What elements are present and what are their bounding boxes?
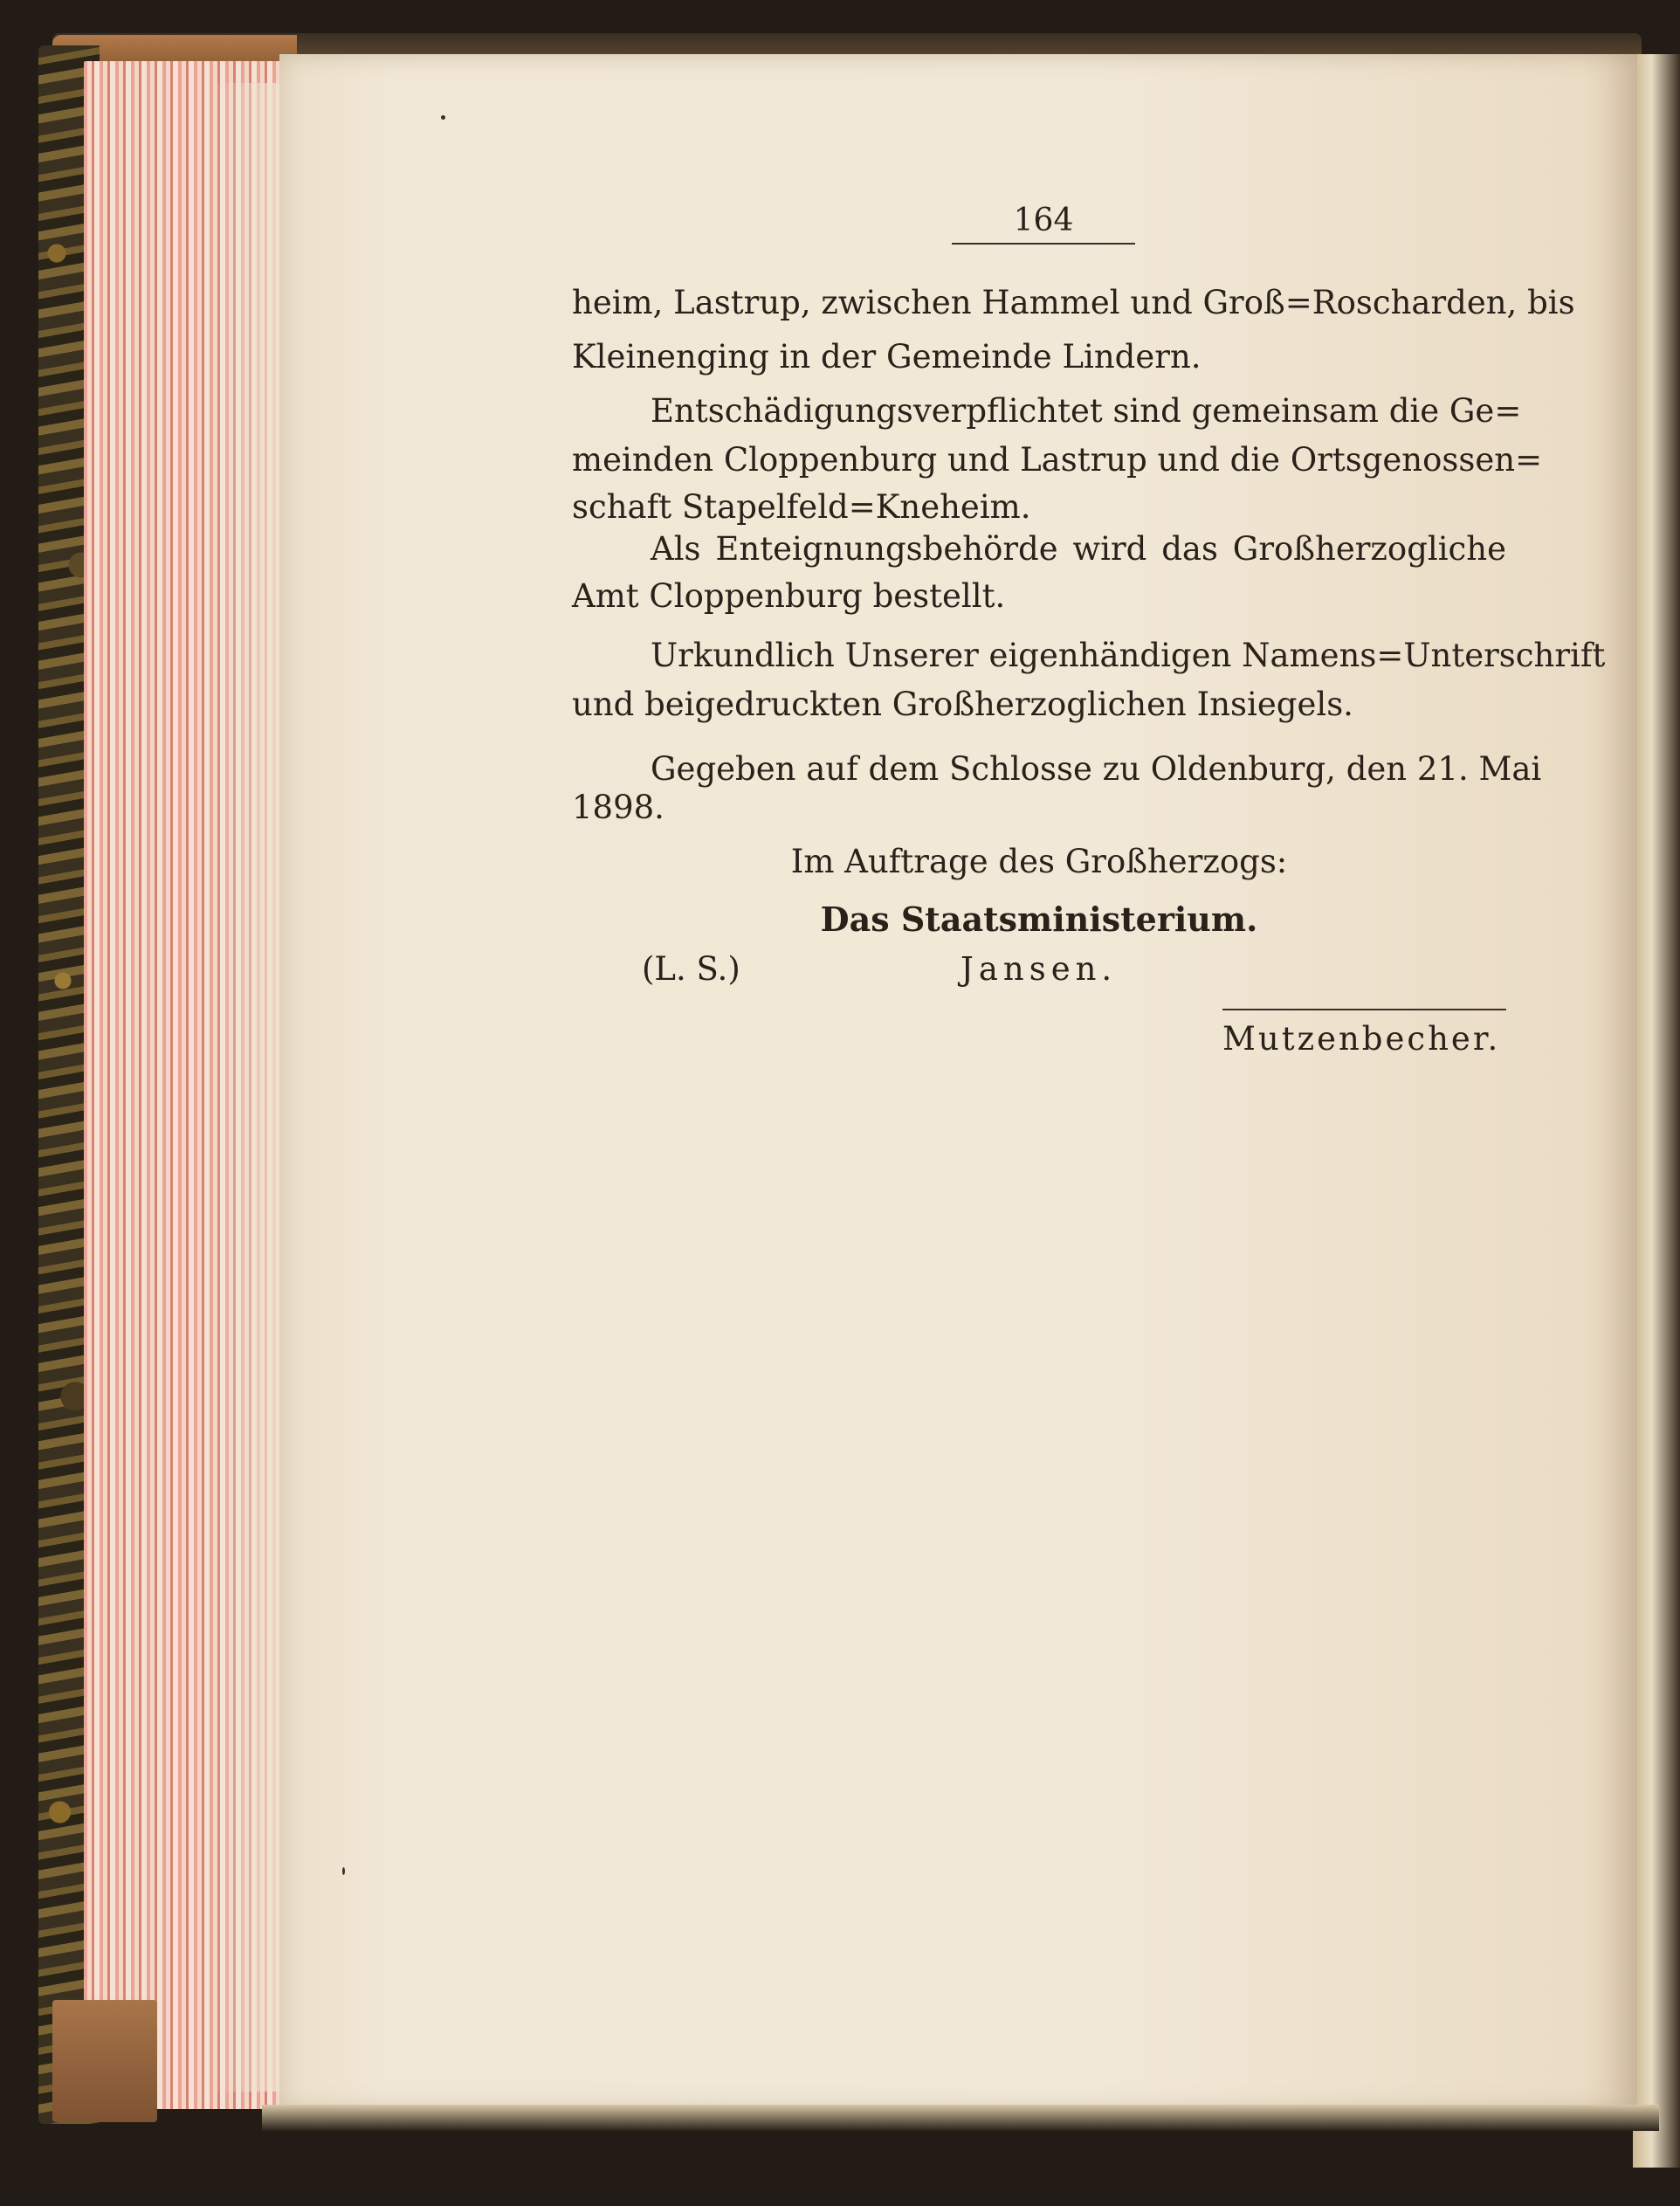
leather-bottom-corner — [52, 2000, 157, 2122]
book-bottom-edge — [262, 2105, 1659, 2131]
text-line: Amt Cloppenburg bestellt. — [572, 577, 1006, 615]
text-line: 1898. — [572, 789, 664, 826]
text-line: Entschädigungsverpflichtet sind gemeinsam die Ge= — [651, 392, 1522, 430]
countersigner-name: Mutzenbecher. — [1222, 1020, 1501, 1058]
speck — [441, 115, 445, 120]
page-number-rule — [952, 243, 1135, 245]
text-line: Kleinenging in der Gemeinde Lindern. — [572, 338, 1201, 376]
facing-page-edge — [1633, 54, 1680, 2168]
text-line: Als Enteignungsbehörde wird das Großherzogliche — [651, 530, 1506, 568]
signer-name: Jansen. — [960, 950, 1118, 988]
text-line: heim, Lastrup, zwischen Hammel und Groß=Roscharden, bis — [572, 284, 1575, 321]
ministry-heading: Das Staatsministerium. — [820, 900, 1258, 939]
text-line: Urkundlich Unserer eigenhändigen Namens=Unterschrift — [651, 637, 1606, 674]
signature-rule — [1222, 1009, 1506, 1010]
text-line: meinden Cloppenburg und Lastrup und die Ortsgenossen= — [572, 441, 1543, 479]
commission-line: Im Auftrage des Großherzogs: — [790, 843, 1288, 880]
text-line: Gegeben auf dem Schlosse zu Oldenburg, den 21. Mai — [651, 750, 1542, 788]
page-number: 164 — [1013, 203, 1074, 238]
text-line: und beigedruckten Großherzoglichen Insiegels. — [572, 686, 1353, 723]
seal-mark: (L. S.) — [642, 950, 740, 988]
text-line: schaft Stapelfeld=Kneheim. — [572, 488, 1031, 526]
speck — [342, 1867, 345, 1875]
